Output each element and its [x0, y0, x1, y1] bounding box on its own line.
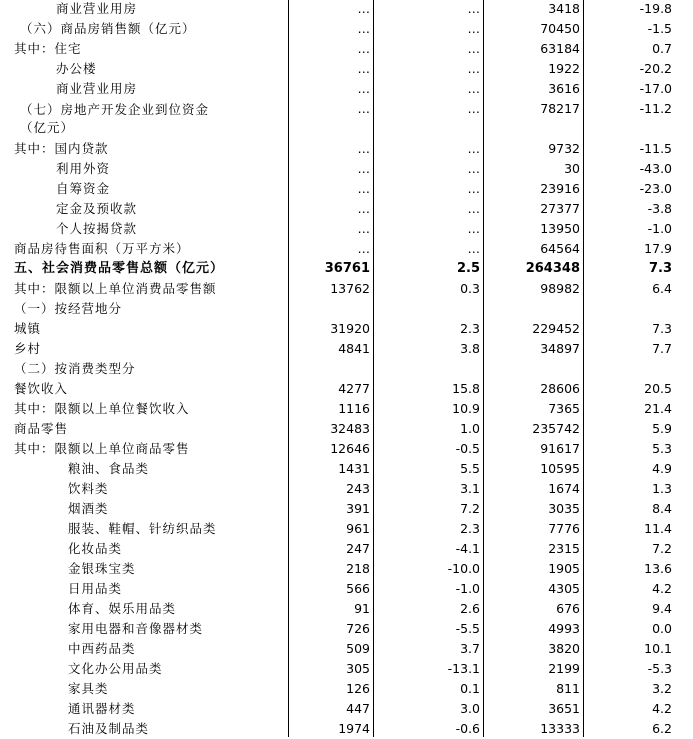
- row-label-cell: [0, 19, 288, 39]
- value-cell-c3: 811: [556, 681, 580, 696]
- value-cell-c4: 21.4: [644, 401, 672, 416]
- row-label: 其中：限额以上单位餐饮收入: [14, 401, 190, 416]
- row-label-cell: [0, 179, 288, 199]
- value-cell-c3: 64564: [540, 241, 580, 256]
- table-row: [0, 239, 690, 259]
- value-cell-c2: …: [467, 141, 480, 156]
- value-cell-c1: 566: [346, 581, 370, 596]
- row-label: 其中：国内贷款: [14, 141, 109, 156]
- value-cell-c3: 235742: [532, 421, 580, 436]
- row-label-cell: [0, 379, 288, 399]
- value-cell-c1: …: [357, 61, 370, 76]
- value-cell-c1: 305: [346, 661, 370, 676]
- value-cell-c2: -4.1: [455, 541, 480, 556]
- row-label: 商业营业用房: [56, 81, 138, 96]
- row-label: 粮油、食品类: [68, 461, 150, 476]
- value-cell-c2: 15.8: [452, 381, 480, 396]
- table-row: [0, 39, 690, 59]
- value-cell-c2: [376, 359, 480, 379]
- value-cell-c2: …: [467, 221, 480, 236]
- value-cell-c3: 34897: [540, 341, 580, 356]
- row-label: 日用品类: [68, 581, 123, 596]
- table-row: [0, 199, 690, 219]
- row-label-cell: [0, 359, 288, 379]
- value-cell-c4: 7.2: [652, 541, 672, 556]
- value-cell-c1: …: [357, 201, 370, 216]
- row-label-cell: [0, 79, 288, 99]
- table-row: [0, 299, 690, 319]
- row-label-cell: [0, 459, 288, 479]
- value-cell-c3: 98982: [540, 281, 580, 296]
- row-label: 通讯器材类: [68, 701, 136, 716]
- value-cell-c1: 243: [346, 481, 370, 496]
- row-label-cell: [0, 259, 288, 279]
- table-row: [0, 619, 690, 639]
- value-cell-c4: -17.0: [639, 81, 672, 96]
- value-cell-c4: -1.5: [647, 21, 672, 36]
- value-cell-c2: …: [467, 201, 480, 216]
- table-row: [0, 599, 690, 619]
- value-cell-c4: -43.0: [639, 161, 672, 176]
- value-cell-c2: 0.1: [460, 681, 480, 696]
- table-row: [0, 79, 690, 99]
- value-cell-c4: 6.2: [652, 721, 672, 736]
- row-label-cell: [0, 519, 288, 539]
- row-label-cell: [0, 599, 288, 619]
- row-label-cell: [0, 559, 288, 579]
- value-cell-c1: 726: [346, 621, 370, 636]
- row-label-cell: [0, 199, 288, 219]
- value-cell-c1: 218: [346, 561, 370, 576]
- row-label-cell: [0, 319, 288, 339]
- table-row: [0, 579, 690, 599]
- table-row: [0, 419, 690, 439]
- value-cell-c1: 31920: [330, 321, 370, 336]
- value-cell-c3: 23916: [540, 181, 580, 196]
- value-cell-c1: 12646: [330, 441, 370, 456]
- value-cell-c1: 1116: [338, 401, 370, 416]
- value-cell-c1: …: [357, 101, 370, 116]
- row-label-cell: [0, 139, 288, 159]
- value-cell-c3: 4993: [548, 621, 580, 636]
- row-label: 家用电器和音像器材类: [68, 621, 204, 636]
- row-label-cell: [0, 219, 288, 239]
- value-cell-c2: 3.8: [460, 341, 480, 356]
- row-label-cell: [0, 439, 288, 459]
- value-cell-c3: 30: [564, 161, 580, 176]
- row-label: 服装、鞋帽、针纺织品类: [68, 521, 217, 536]
- value-cell-c3: 1674: [548, 481, 580, 496]
- row-label-cell: [0, 479, 288, 499]
- table-row: [0, 359, 690, 379]
- value-cell-c1: …: [357, 81, 370, 96]
- row-label: （二）按消费类型分: [14, 361, 136, 376]
- value-cell-c4: 17.9: [644, 241, 672, 256]
- table-row: [0, 19, 690, 39]
- row-label: （七）房地产开发企业到位资金（亿元）: [20, 102, 210, 135]
- table-row: [0, 459, 690, 479]
- value-cell-c2: …: [467, 21, 480, 36]
- value-cell-c2: 2.3: [460, 521, 480, 536]
- table-row: [0, 639, 690, 659]
- value-cell-c1: 509: [346, 641, 370, 656]
- value-cell-c1: 447: [346, 701, 370, 716]
- row-label-cell: [0, 419, 288, 439]
- value-cell-c3: 27377: [540, 201, 580, 216]
- row-label-cell: [0, 299, 288, 319]
- value-cell-c3: 1922: [548, 61, 580, 76]
- value-cell-c3: 3651: [548, 701, 580, 716]
- row-label: 办公楼: [56, 61, 97, 76]
- table-row: [0, 719, 690, 739]
- row-label-cell: [0, 39, 288, 59]
- value-cell-c3: 2199: [548, 661, 580, 676]
- value-cell-c4: 5.9: [652, 421, 672, 436]
- row-label: 饮料类: [68, 481, 109, 496]
- value-cell-c1: 247: [346, 541, 370, 556]
- row-label: 乡村: [14, 341, 42, 356]
- row-label-cell: [0, 159, 288, 179]
- value-cell-c3: 264348: [525, 261, 580, 276]
- row-label-cell: [0, 99, 288, 139]
- value-cell-c4: 13.6: [644, 561, 672, 576]
- row-label-cell: [0, 239, 288, 259]
- value-cell-c2: 2.3: [460, 321, 480, 336]
- value-cell-c2: …: [467, 41, 480, 56]
- table-row: [0, 679, 690, 699]
- value-cell-c4: [586, 359, 672, 379]
- row-label-cell: [0, 59, 288, 79]
- value-cell-c1: 1974: [338, 721, 370, 736]
- row-label: 中西药品类: [68, 641, 136, 656]
- row-label: 文化办公用品类: [68, 661, 163, 676]
- value-cell-c3: 7365: [548, 401, 580, 416]
- value-cell-c1: …: [357, 1, 370, 16]
- value-cell-c2: 2.6: [460, 601, 480, 616]
- table-row: [0, 159, 690, 179]
- table-row: [0, 319, 690, 339]
- row-label-cell: [0, 579, 288, 599]
- value-cell-c4: 11.4: [644, 521, 672, 536]
- row-label-cell: [0, 399, 288, 419]
- value-cell-c1: …: [357, 181, 370, 196]
- value-cell-c3: 4305: [548, 581, 580, 596]
- row-label-cell: [0, 699, 288, 719]
- value-cell-c4: -5.3: [647, 661, 672, 676]
- row-label: （一）按经营地分: [14, 301, 123, 316]
- value-cell-c3: 10595: [540, 461, 580, 476]
- row-label-cell: [0, 639, 288, 659]
- value-cell-c4: 6.4: [652, 281, 672, 296]
- value-cell-c1: …: [357, 221, 370, 236]
- value-cell-c3: [486, 299, 580, 319]
- value-cell-c4: 1.3: [652, 481, 672, 496]
- value-cell-c1: 36761: [324, 261, 370, 276]
- value-cell-c1: 91: [354, 601, 370, 616]
- value-cell-c1: …: [357, 241, 370, 256]
- value-cell-c4: 9.4: [652, 601, 672, 616]
- value-cell-c4: -23.0: [639, 181, 672, 196]
- value-cell-c4: 4.9: [652, 461, 672, 476]
- value-cell-c2: …: [467, 61, 480, 76]
- value-cell-c3: 3035: [548, 501, 580, 516]
- value-cell-c4: -20.2: [639, 61, 672, 76]
- row-label: 化妆品类: [68, 541, 123, 556]
- row-label: 利用外资: [56, 161, 111, 176]
- value-cell-c2: 1.0: [460, 421, 480, 436]
- table-row: [0, 399, 690, 419]
- table-row: [0, 519, 690, 539]
- value-cell-c3: 70450: [540, 21, 580, 36]
- value-cell-c2: 3.0: [460, 701, 480, 716]
- table-row: [0, 139, 690, 159]
- value-cell-c2: 2.5: [456, 261, 480, 276]
- value-cell-c4: -1.0: [647, 221, 672, 236]
- value-cell-c1: 126: [346, 681, 370, 696]
- value-cell-c1: 4841: [338, 341, 370, 356]
- table-row: [0, 0, 690, 19]
- value-cell-c2: 10.9: [452, 401, 480, 416]
- value-cell-c1: [292, 299, 370, 319]
- table-row: [0, 699, 690, 719]
- value-cell-c2: 0.3: [460, 281, 480, 296]
- value-cell-c3: 3820: [548, 641, 580, 656]
- row-label: 其中：限额以上单位消费品零售额: [14, 281, 217, 296]
- table-row: [0, 59, 690, 79]
- value-cell-c4: 4.2: [652, 701, 672, 716]
- row-label-cell: [0, 279, 288, 299]
- row-label: 石油及制品类: [68, 721, 150, 736]
- value-cell-c2: …: [467, 81, 480, 96]
- table-row: [0, 339, 690, 359]
- table-row: [0, 539, 690, 559]
- value-cell-c1: …: [357, 161, 370, 176]
- value-cell-c3: 9732: [548, 141, 580, 156]
- value-cell-c4: 7.7: [652, 341, 672, 356]
- value-cell-c2: 7.2: [460, 501, 480, 516]
- value-cell-c4: 3.2: [652, 681, 672, 696]
- table-row: [0, 379, 690, 399]
- value-cell-c1: …: [357, 21, 370, 36]
- row-label-cell: [0, 539, 288, 559]
- value-cell-c3: 91617: [540, 441, 580, 456]
- table-row: [0, 499, 690, 519]
- table-row: [0, 659, 690, 679]
- value-cell-c3: 1905: [548, 561, 580, 576]
- value-cell-c4: 0.7: [652, 41, 672, 56]
- value-cell-c2: …: [467, 1, 480, 16]
- value-cell-c4: 0.0: [652, 621, 672, 636]
- value-cell-c1: [292, 359, 370, 379]
- value-cell-c1: 391: [346, 501, 370, 516]
- table-row: [0, 99, 690, 139]
- value-cell-c4: 7.3: [648, 261, 672, 276]
- row-label: 定金及预收款: [56, 201, 138, 216]
- row-label: 商品零售: [14, 421, 69, 436]
- row-label: 商品房待售面积（万平方米）: [14, 241, 190, 256]
- value-cell-c3: [486, 359, 580, 379]
- value-cell-c2: [376, 299, 480, 319]
- value-cell-c2: 5.5: [460, 461, 480, 476]
- value-cell-c3: 676: [556, 601, 580, 616]
- row-label: 自筹资金: [56, 181, 111, 196]
- value-cell-c3: 3616: [548, 81, 580, 96]
- row-label: 商业营业用房: [56, 1, 138, 16]
- row-label: 金银珠宝类: [68, 561, 136, 576]
- value-cell-c1: …: [357, 141, 370, 156]
- value-cell-c3: 78217: [540, 101, 580, 116]
- value-cell-c2: -5.5: [455, 621, 480, 636]
- value-cell-c2: -10.0: [447, 561, 480, 576]
- row-label-cell: [0, 659, 288, 679]
- value-cell-c4: 8.4: [652, 501, 672, 516]
- value-cell-c4: -11.2: [639, 101, 672, 116]
- value-cell-c4: 4.2: [652, 581, 672, 596]
- value-cell-c2: 3.1: [460, 481, 480, 496]
- value-cell-c2: -13.1: [447, 661, 480, 676]
- row-label: 餐饮收入: [14, 381, 69, 396]
- value-cell-c1: 13762: [330, 281, 370, 296]
- table-row: [0, 479, 690, 499]
- table-row: [0, 559, 690, 579]
- row-label: 五、社会消费品零售总额（亿元）: [14, 261, 225, 276]
- value-cell-c4: [586, 299, 672, 319]
- value-cell-c3: 3418: [548, 1, 580, 16]
- value-cell-c1: 32483: [330, 421, 370, 436]
- value-cell-c4: 10.1: [644, 641, 672, 656]
- value-cell-c4: 20.5: [644, 381, 672, 396]
- row-label-cell: [0, 339, 288, 359]
- row-label: 其中：住宅: [14, 41, 82, 56]
- value-cell-c2: -0.5: [455, 441, 480, 456]
- row-label: （六）商品房销售额（亿元）: [20, 21, 196, 36]
- value-cell-c4: -3.8: [647, 201, 672, 216]
- table-row: [0, 179, 690, 199]
- table-row: [0, 259, 690, 279]
- value-cell-c3: 2315: [548, 541, 580, 556]
- value-cell-c4: 7.3: [652, 321, 672, 336]
- table-row: [0, 279, 690, 299]
- value-cell-c3: 28606: [540, 381, 580, 396]
- row-label-cell: [0, 719, 288, 739]
- row-label: 家具类: [68, 681, 109, 696]
- table-row: [0, 219, 690, 239]
- value-cell-c1: 961: [346, 521, 370, 536]
- value-cell-c2: …: [467, 181, 480, 196]
- value-cell-c3: 13333: [540, 721, 580, 736]
- value-cell-c1: 1431: [338, 461, 370, 476]
- row-label: 体育、娱乐用品类: [68, 601, 177, 616]
- value-cell-c4: -19.8: [639, 1, 672, 16]
- value-cell-c2: …: [467, 241, 480, 256]
- row-label: 城镇: [14, 321, 42, 336]
- value-cell-c1: …: [357, 41, 370, 56]
- value-cell-c3: 229452: [532, 321, 580, 336]
- value-cell-c3: 63184: [540, 41, 580, 56]
- value-cell-c4: 5.3: [652, 441, 672, 456]
- value-cell-c2: …: [467, 161, 480, 176]
- row-label-cell: [0, 499, 288, 519]
- value-cell-c2: -0.6: [455, 721, 480, 736]
- value-cell-c2: -1.0: [455, 581, 480, 596]
- row-label-cell: [0, 619, 288, 639]
- value-cell-c4: -11.5: [639, 141, 672, 156]
- row-label-cell: [0, 0, 288, 19]
- row-label-cell: [0, 679, 288, 699]
- row-label: 其中：限额以上单位商品零售: [14, 441, 190, 456]
- value-cell-c1: 4277: [338, 381, 370, 396]
- row-label: 个人按揭贷款: [56, 221, 138, 236]
- value-cell-c3: 7776: [548, 521, 580, 536]
- table-row: [0, 439, 690, 459]
- value-cell-c3: 13950: [540, 221, 580, 236]
- row-label: 烟酒类: [68, 501, 109, 516]
- value-cell-c2: …: [467, 101, 480, 116]
- value-cell-c2: 3.7: [460, 641, 480, 656]
